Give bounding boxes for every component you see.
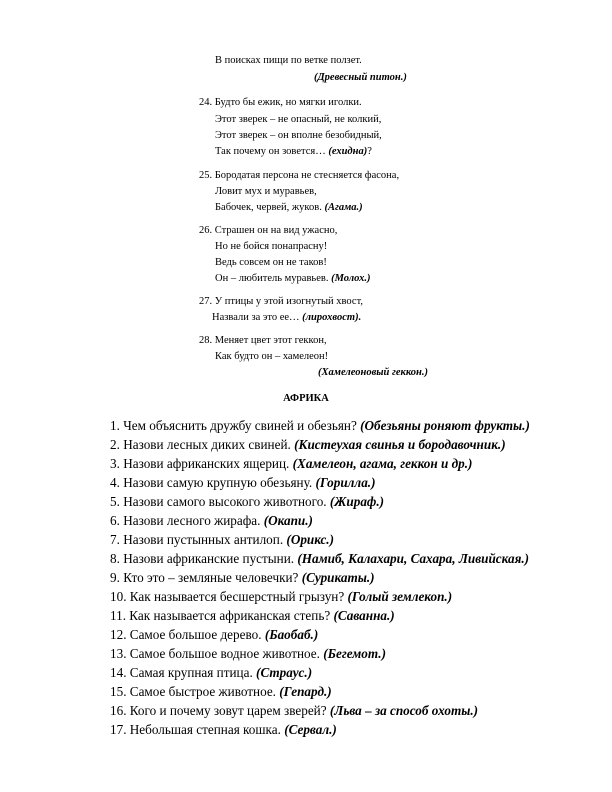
question-answer: (Окапи.) [263, 513, 313, 528]
question-answer: (Горилла.) [315, 475, 376, 490]
riddle-line: Этот зверек – не опасный, не колкий, [215, 114, 382, 125]
riddle-line: 25. Бородатая персона не стесняется фасона, [199, 170, 400, 181]
question-answer: (Гепард.) [279, 684, 332, 699]
riddle-line: Как будто он – хамелеон! [215, 351, 329, 362]
question-answer: (Саванна.) [333, 608, 395, 623]
riddle-line: Так почему он зовется… (ехидна)? [215, 146, 372, 157]
question-item: 1. Чем объяснить дружбу свиней и обезьян? (Обезьяны роняют фрукты.) [110, 418, 530, 433]
question-item: 13. Самое большое водное животное. (Бегемот.) [110, 646, 386, 661]
riddle-answer: (Хамелеоновый геккон.) [318, 367, 429, 378]
riddle-line: В поисках пищи по ветке ползет. [215, 55, 362, 66]
question-answer: (Намиб, Калахари, Сахара, Ливийская.) [297, 551, 530, 566]
riddle-answer: (Древесный питон.) [314, 72, 407, 83]
riddle-line: Ведь совсем он не таков! [215, 257, 327, 268]
question-answer: (Хамелеон, агама, геккон и др.) [292, 456, 473, 471]
question-item: 4. Назови самую крупную обезьяну. (Горилла.) [110, 475, 376, 490]
question-item: 11. Как называется африканская степь? (Саванна.) [110, 608, 395, 623]
question-answer: (Сервал.) [284, 722, 337, 737]
question-item: 8. Назови африканские пустыни. (Намиб, Калахари, Сахара, Ливийская.) [110, 551, 530, 566]
riddle-answer: (лирохвост). [302, 312, 362, 323]
question-answer: (Льва – за способ охоты.) [329, 703, 479, 718]
riddle-line: Ловит мух и муравьев, [215, 186, 317, 197]
riddle-answer: (Молох.) [331, 273, 371, 284]
question-answer: (Кистеухая свинья и бородавочник.) [294, 437, 506, 452]
riddle-line: 26. Страшен он на вид ужасно, [199, 225, 338, 236]
riddle-answer: (Агама.) [324, 202, 363, 213]
riddle-line: Назвали за это ее… (лирохвост). [212, 312, 362, 323]
question-answer: (Бегемот.) [323, 646, 386, 661]
question-item: 14. Самая крупная птица. (Страус.) [110, 665, 313, 680]
question-answer: (Страус.) [256, 665, 313, 680]
question-answer: (Орикс.) [286, 532, 334, 547]
question-item: 17. Небольшая степная кошка. (Сервал.) [110, 722, 337, 737]
riddle-line: 24. Будто бы ежик, но мягки иголки. [199, 97, 362, 108]
riddle-line: 28. Меняет цвет этот геккон, [199, 335, 327, 346]
question-item: 12. Самое большое дерево. (Баобаб.) [110, 627, 319, 642]
section-title: АФРИКА [283, 393, 329, 404]
riddle-line: Бабочек, червей, жуков. (Агама.) [215, 202, 363, 213]
question-item: 2. Назови лесных диких свиней. (Кистеухая свинья и бородавочник.) [110, 437, 506, 452]
question-item: 6. Назови лесного жирафа. (Окапи.) [110, 513, 313, 528]
question-answer: (Сурикаты.) [301, 570, 375, 585]
question-item: 10. Как называется бесшерстный грызун? (Голый землекоп.) [110, 589, 453, 604]
question-item: 3. Назови африканских ящериц. (Хамелеон, агама, геккон и др.) [110, 456, 473, 471]
riddle-line: Этот зверек – он вполне безобидный, [215, 130, 382, 141]
question-answer: (Жираф.) [329, 494, 385, 509]
riddle-answer: (ехидна) [328, 146, 368, 157]
question-answer: (Баобаб.) [264, 627, 319, 642]
riddle-line: Он – любитель муравьев. (Молох.) [215, 273, 371, 284]
riddle-line: 27. У птицы у этой изогнутый хвост, [199, 296, 364, 307]
question-item: 16. Кого и почему зовут царем зверей? (Льва – за способ охоты.) [110, 703, 479, 718]
question-item: 5. Назови самого высокого животного. (Жираф.) [110, 494, 385, 509]
question-item: 15. Самое быстрое животное. (Гепард.) [110, 684, 332, 699]
question-item: 9. Кто это – земляные человечки? (Сурикаты.) [110, 570, 375, 585]
question-answer: (Голый землекоп.) [347, 589, 453, 604]
question-answer: (Обезьяны роняют фрукты.) [360, 418, 530, 433]
question-item: 7. Назови пустынных антилоп. (Орикс.) [110, 532, 334, 547]
riddle-line: Но не бойся понапрасну! [215, 241, 328, 252]
